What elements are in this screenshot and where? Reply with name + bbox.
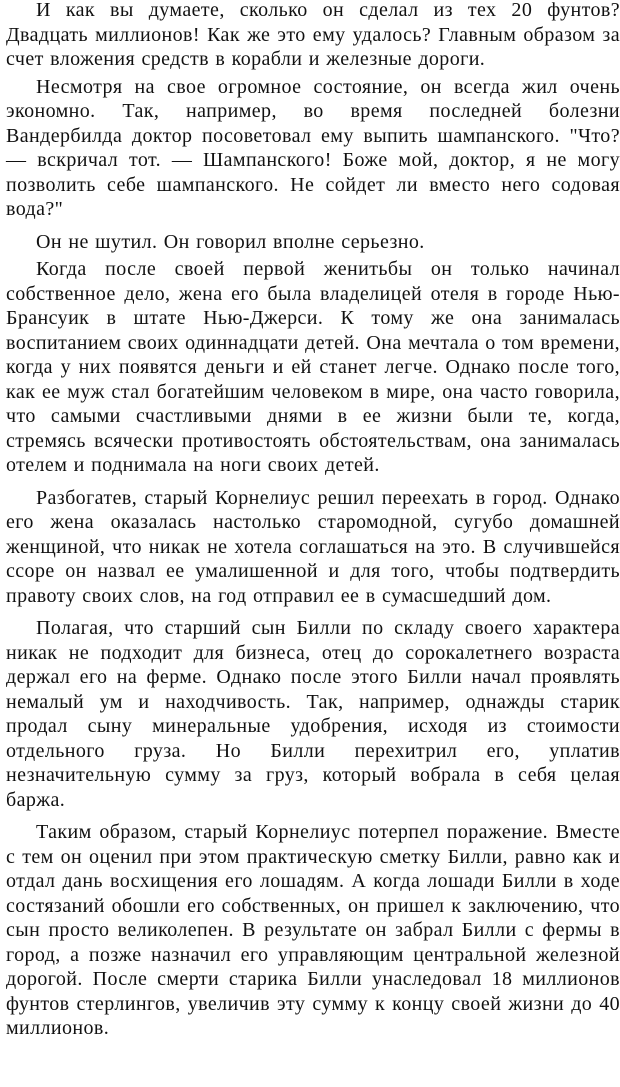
paragraph-2: Несмотря на свое огромное состояние, он всегда жил очень экономно. Так, например, во время последней болезни Вандербилда доктор посоветовал ему выпить шампанского. "Что? — вскричал тот. — Шампанского! Боже мой, доктор, я не могу позволить себе шампанского. Не сойдет ли вместо него содовая вода?": [6, 75, 620, 220]
paragraph-3: Он не шутил. Он говорил вполне серьезно.: [36, 230, 425, 253]
paragraph-5: Разбогатев, старый Корнелиус решил переехать в город. Однако его жена оказалась настолько старомодной, сугубо домашней женщиной, что никак не хотела соглашаться на это. В случившейся ссоре он назвал ее умалишенной и для того, чтобы подтвердить правоту своих слов, на год отправил ее в сумасшедший дом.: [6, 486, 620, 607]
paragraph-6: Полагая, что старший сын Билли по складу своего характера никак не подходит для бизнеса, отец до сорокалетнего возраста держал его на ферме. Однако после этого Билли начал проявлять немалый ум и находчивость. Так, например, однажды старик продал сыну минеральные удобрения, исходя из стоимости отдельного груза. Но Билли перехитрил его, уплатив незначительную сумму за груз, который вобрала в себя целая баржа.: [6, 617, 620, 811]
paragraph-4: Когда после своей первой женитьбы он только начинал собственное дело, жена его была владелицей отеля в городе Нью-Брансуик в штате Нью-Джерси. К тому же она занималась воспитанием своих одиннадцати детей. Она мечтала о том времени, когда у них появятся деньги и ей станет легче. Однако после того, как ее муж стал богатейшим человеком в мире, она часто говорила, что самыми счастливыми днями в ее жизни были те, когда, стремясь всячески противостоять обстоятельствам, она занималась отелем и поднимала на ноги своих детей.: [6, 258, 620, 476]
paragraph-7: Таким образом, старый Корнелиус потерпел поражение. Вместе с тем он оценил при этом практическую сметку Билли, равно как и отдал дань восхищения его лошадям. А когда лошади Билли в ходе состязаний обошли его собственных, он пришел к заключению, что сын просто великолепен. В результате он забрал Билли с фермы в город, а позже назначил его управляющим центральной железной дорогой. После смерти старика Билли унаследовал 18 миллионов фунтов стерлингов, увеличив эту сумму к концу своей жизни до 40 миллионов.: [6, 821, 620, 1039]
paragraph-1: И как вы думаете, сколько он сделал из тех 20 фунтов? Двадцать миллионов! Как же это ему удалось? Главным образом за счет вложения средств в корабли и железные дороги.: [6, 0, 620, 70]
